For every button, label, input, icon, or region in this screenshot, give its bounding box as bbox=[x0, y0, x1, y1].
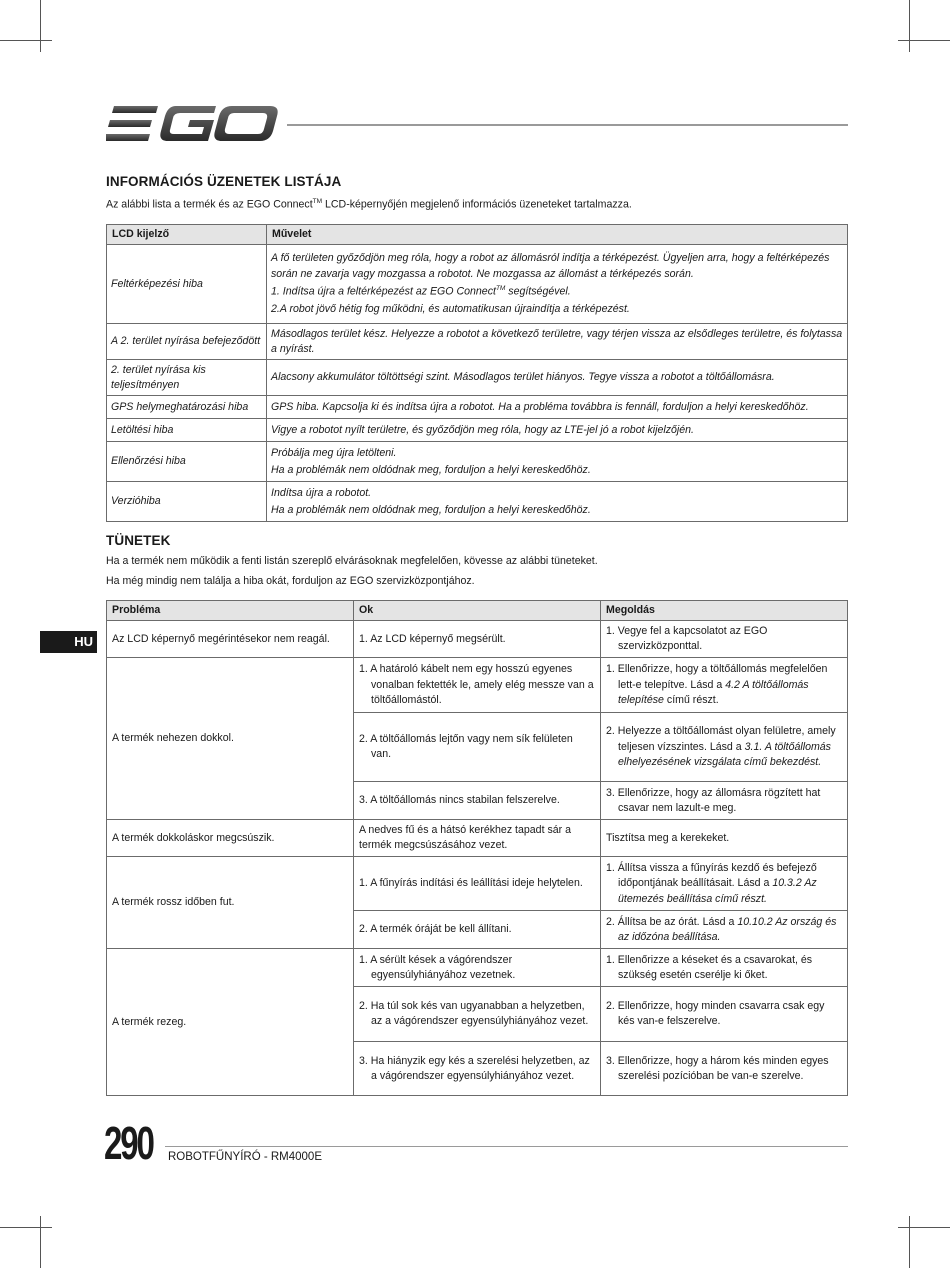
table-header-row bbox=[107, 225, 848, 245]
lcd-message: A 2. terület nyírása befejeződött bbox=[107, 324, 267, 360]
symptoms-table bbox=[106, 600, 848, 1096]
action-text: Indítsa újra a robotot. Ha a problémák nem oldódnak meg, forduljon a helyi kereskedőhöz. bbox=[267, 482, 848, 522]
table-row bbox=[107, 396, 848, 419]
info-messages-table bbox=[106, 224, 848, 522]
section-intro: Az alábbi lista a termék és az EGO Connect™ LCD-képernyőjén megjelenő információs üzeneteket tartalmazza. bbox=[106, 198, 632, 211]
solution-cell: 1. Ellenőrizze a késeket és a csavarokat, és szükség esetén cserélje ki őket. 2. Ellenőrizze, hogy minden csavarra csak egy kés van-e felszerelve. 3. Ellenőrizze, hogy a három kés minden egyes szerelési pozícióban be van-e szerelve. bbox=[601, 949, 848, 1096]
table-row bbox=[107, 820, 848, 857]
column-header: LCD kijelző bbox=[107, 225, 267, 245]
column-header: Probléma bbox=[107, 601, 354, 621]
lcd-message: GPS helymeghatározási hiba bbox=[107, 396, 267, 419]
column-header: Megoldás bbox=[601, 601, 848, 621]
solution-cell: 1. Vegye fel a kapcsolatot az EGO szervizközponttal. bbox=[601, 621, 848, 658]
column-header: Ok bbox=[354, 601, 601, 621]
solution-cell: 1. Állítsa vissza a fűnyírás kezdő és befejező időpontjának beállításait. Lásd a 10.3.2 Az ütemezés beállítása című részt. 2. Állítsa be az órát. Lásd a 10.10.2 Az ország és az időzóna beállítása. bbox=[601, 857, 848, 949]
problem-cell: Az LCD képernyő megérintésekor nem reagál. bbox=[107, 621, 354, 658]
column-header: Művelet bbox=[267, 225, 848, 245]
lcd-message: Ellenőrzési hiba bbox=[107, 442, 267, 482]
problem-cell: A termék rossz időben fut. bbox=[107, 857, 354, 949]
cause-cell: 1. A határoló kábelt nem egy hosszú egyenes vonalban fektették le, amely elég messze van a töltőállomástól. 2. A töltőállomás lejtőn vagy nem sík felületen van. 3. A töltőállomás nincs stabilan felszerelve. bbox=[354, 658, 601, 820]
table-row bbox=[107, 949, 848, 1096]
footer-rule bbox=[165, 1146, 848, 1147]
action-text: GPS hiba. Kapcsolja ki és indítsa újra a robotot. Ha a probléma továbbra is fennáll, forduljon a helyi kereskedőhöz. bbox=[267, 396, 848, 419]
problem-cell: A termék dokkoláskor megcsúszik. bbox=[107, 820, 354, 857]
footer-doc-title: ROBOTFŰNYÍRÓ - RM4000E bbox=[168, 1151, 322, 1163]
cause-cell: 1. A sérült kések a vágórendszer egyensúlyhiányához vezetnek. 2. Ha túl sok kés van ugyanabban a helyzetben, az a vágórendszer egyensúlyhiányához vezet. 3. Ha hiányzik egy kés a szerelési helyzetben, az a vágórendszer egyensúlyhiányához vezet. bbox=[354, 949, 601, 1096]
lcd-message: Verzióhiba bbox=[107, 482, 267, 522]
problem-cell: A termék rezeg. bbox=[107, 949, 354, 1096]
page-number: 290 bbox=[104, 1117, 153, 1169]
language-tab-hu: HU bbox=[40, 631, 97, 653]
action-text: A fő területen győződjön meg róla, hogy a robot az állomásról indítja a térképezést. Ügyeljen arra, hogy a feltérképezés során ne zavarja vagy mozgassa a robotot. Ne mozgassa az állomást a térképezés során. 1. Indítsa újra a feltérképezést az EGO Connect™ segítségével. 2.A robot jövő hétig fog működni, és automatikusan újraindítja a térképezést. bbox=[267, 245, 848, 324]
problem-cell: A termék nehezen dokkol. bbox=[107, 658, 354, 820]
table-row bbox=[107, 482, 848, 522]
table-row bbox=[107, 658, 848, 820]
table-row bbox=[107, 621, 848, 658]
table-header-row bbox=[107, 601, 848, 621]
symptoms-intro-1: Ha a termék nem működik a fenti listán szereplő elvárásoknak megfelelően, kövesse az alábbi tüneteket. bbox=[106, 555, 598, 567]
solution-cell: 1. Ellenőrizze, hogy a töltőállomás megfelelően lett-e telepítve. Lásd a 4.2 A töltőállomás telepítése című részt. 2. Helyezze a töltőállomást olyan felületre, amely teljesen vízszintes. Lásd a 3.1. A töltőállomás elhelyezésének vizsgálata című bekezdést. 3. Ellenőrizze, hogy az állomásra rögzített hat csavar nem lazult-e meg. bbox=[601, 658, 848, 820]
cause-cell: 1. Az LCD képernyő megsérült. bbox=[354, 621, 601, 658]
ego-logo bbox=[106, 104, 278, 144]
action-text: Alacsony akkumulátor töltöttségi szint. Másodlagos terület hiányos. Tegye vissza a robotot a töltőállomásra. bbox=[267, 360, 848, 396]
lcd-message: Letöltési hiba bbox=[107, 419, 267, 442]
section-title-info: INFORMÁCIÓS ÜZENETEK LISTÁJA bbox=[106, 174, 342, 189]
table-row bbox=[107, 245, 848, 324]
lcd-message: Feltérképezési hiba bbox=[107, 245, 267, 324]
table-row bbox=[107, 442, 848, 482]
solution-cell: Tisztítsa meg a kerekeket. bbox=[601, 820, 848, 857]
action-text: Másodlagos terület kész. Helyezze a robotot a következő területre, vagy térjen vissza az elsődleges területre, és folytassa a nyírást. bbox=[267, 324, 848, 360]
action-text: Vigye a robotot nyílt területre, és győződjön meg róla, hogy az LTE-jel jó a robot kijelzőjén. bbox=[267, 419, 848, 442]
table-row bbox=[107, 324, 848, 360]
table-row bbox=[107, 419, 848, 442]
section-title-symptoms: TÜNETEK bbox=[106, 533, 171, 548]
cause-cell: A nedves fű és a hátsó kerékhez tapadt sár a termék megcsúszásához vezet. bbox=[354, 820, 601, 857]
lcd-message: 2. terület nyírása kis teljesítményen bbox=[107, 360, 267, 396]
table-row bbox=[107, 360, 848, 396]
action-text: Próbálja meg újra letölteni. Ha a problémák nem oldódnak meg, forduljon a helyi kereskedőhöz. bbox=[267, 442, 848, 482]
table-row bbox=[107, 857, 848, 949]
symptoms-intro-2: Ha még mindig nem találja a hiba okát, forduljon az EGO szervizközpontjához. bbox=[106, 575, 475, 587]
header-rule bbox=[287, 124, 848, 126]
cause-cell: 1. A fűnyírás indítási és leállítási ideje helytelen. 2. A termék óráját be kell állítani. bbox=[354, 857, 601, 949]
